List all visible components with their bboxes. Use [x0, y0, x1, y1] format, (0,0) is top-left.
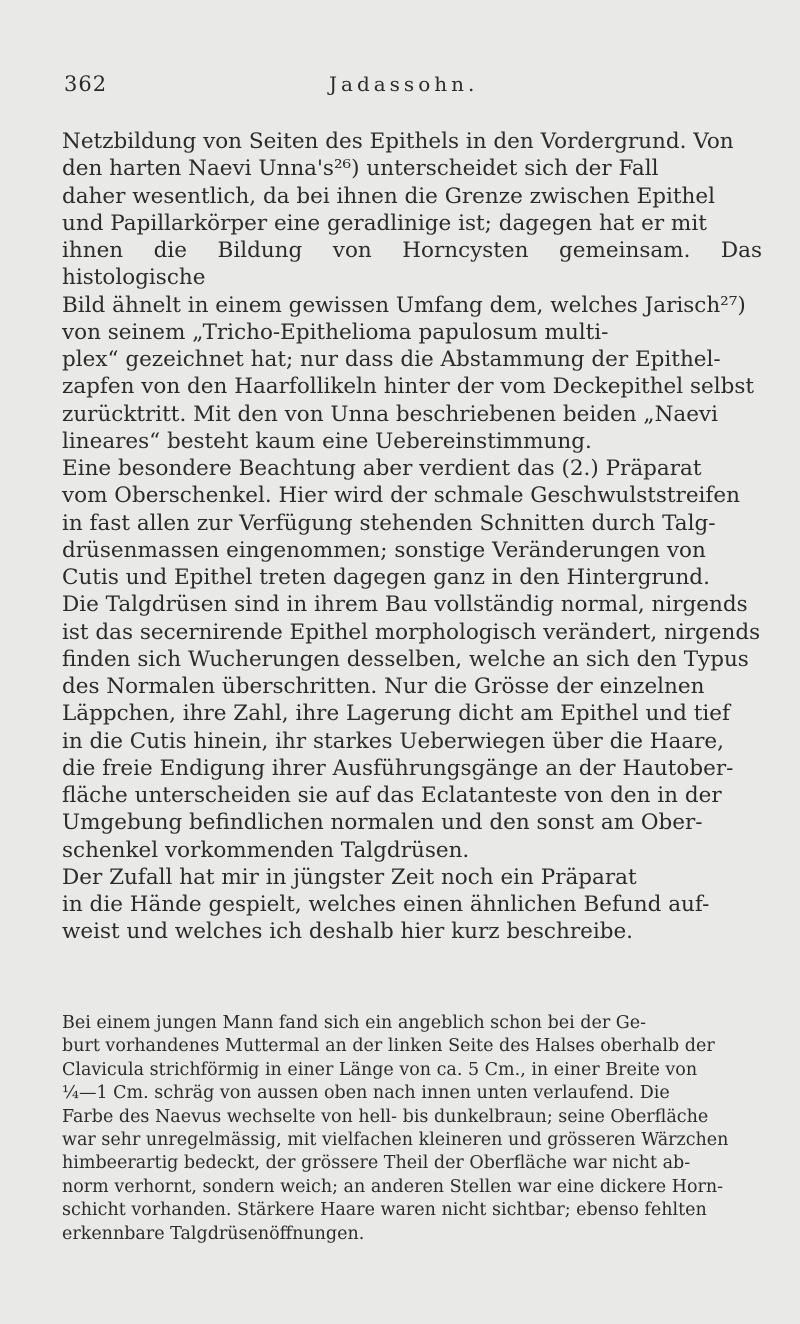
page-number: 362 [64, 72, 108, 96]
footnote-block [62, 1012, 762, 1246]
paragraph: Der Zufall hat mir in jüngster Zeit noch ein Präparat in die Hände gespielt, welches einen ähnlichen Befund auf- weist und welches ich deshalb hier kurz beschreibe. [62, 864, 710, 945]
main-text [62, 128, 762, 946]
paragraph: Netzbildung von Seiten des Epithels in den Vordergrund. Von den harten Naevi Unna's²⁶) unterscheidet sich der Fall daher wesentlich, da bei ihnen die Grenze zwischen Epithel und Papillarkörper eine geradlinige ist; dagegen hat er mit ihnen die Bildung von Horncysten gemeinsam. Das histologische Bild ähnelt in einem gewissen Umfang dem, welches Jarisch²⁷) von seinem „Tricho-Epithelioma papulosum multi- plex“ gezeichnet hat; nur dass die Abstammung der Epithel- zapfen von den Haarfollikeln hinter der vom Deckepithel selbst zurücktritt. Mit den von Unna beschriebenen beiden „Naevi lineares“ besteht kaum eine Uebereinstimmung. [62, 129, 762, 454]
paragraph: Eine besondere Beachtung aber verdient das (2.) Präparat vom Oberschenkel. Hier wird der schmale Geschwulststreifen in fast allen zur Verfügung stehenden Schnitten durch Talg- drüsenmassen eingenommen; sonstige Veränderungen von Cutis und Epithel treten dagegen ganz in den Hintergrund. Die Talgdrüsen sind in ihrem Bau vollständig normal, nirgends ist das secernirende Epithel morphologisch verändert, nirgends finden sich Wucherungen desselben, welche an sich den Typus des Normalen überschritten. Nur die Grösse der einzelnen Läppchen, ihre Zahl, ihre Lagerung dicht am Epithel und tief in die Cutis hinein, ihr starkes Ueberwiegen über die Haare, die freie Endigung ihrer Ausführungsgänge an der Hautober- fläche unterscheiden sie auf das Eclatanteste von den in der Umgebung befindlichen normalen und den sonst am Ober- schenkel vorkommenden Talgdrüsen. [62, 456, 761, 863]
footnote-text: Bei einem jungen Mann fand sich ein angeblich schon bei der Ge- burt vorhandenes Muttermal an der linken Seite des Halses oberhalb der Clavicula strichförmig in einer Länge von ca. 5 Cm., in einer Breite von ¼—1 Cm. schräg von aussen oben nach innen unten verlaufend. Die Farbe des Naevus wechselte von hell- bis dunkelbraun; seine Oberfläche war sehr unregelmässig, mit vielfachen kleineren und grösseren Wärzchen himbeerartig bedeckt, der grössere Theil der Oberfläche war nicht ab- norm verhornt, sondern weich; an anderen Stellen war eine dickere Horn- schicht vorhanden. Stärkere Haare waren nicht sichtbar; ebenso fehlten erkennbare Talgdrüsenöffnungen. [62, 1013, 729, 1244]
page-header [64, 72, 764, 102]
running-head: Jadassohn. [329, 72, 479, 96]
